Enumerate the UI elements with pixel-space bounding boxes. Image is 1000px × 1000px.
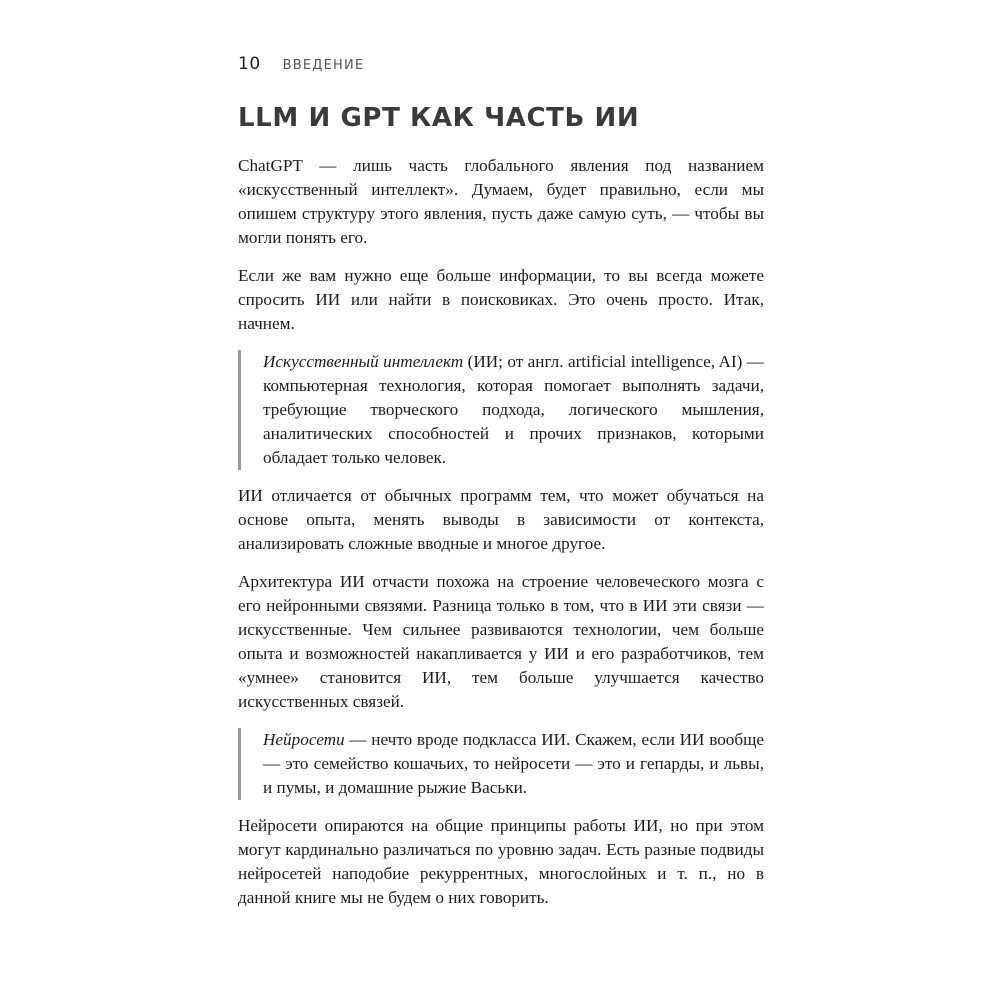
paragraph-ai-difference: ИИ отличается от обычных программ тем, что может обучаться на основе опыта, менять выводы в зависимости от контекста, анализировать сложные вводные и многое другое. — [238, 486, 764, 553]
definition-text-ai: (ИИ; от англ. artificial intelligence, AI) — компьютерная технология, которая помогает выполнять задачи, требующие творческого подхода, логического мышления, аналитических способностей и прочих признаков, которыми обладает только человек. — [263, 352, 764, 467]
definition-term-ai: Искусственный интеллект — [263, 352, 464, 371]
paragraph-ai-architecture: Архитектура ИИ отчасти похожа на строение человеческого мозга с его нейронными связями. Разница только в том, что в ИИ эти связи — искусственные. Чем сильнее развиваются технологии, чем больше опыта и возможностей накапливается у ИИ и его разработчиков, тем «умнее» становится ИИ, тем больше улучшается качество искусственных связей. — [238, 572, 764, 711]
definition-text-neural: — нечто вроде подкласса ИИ. Скажем, если ИИ вообще — это семейство кошачьих, то нейросети — это и гепарды, и львы, и пумы, и домашние рыжие Васьки. — [263, 730, 764, 797]
section-label: ВВЕДЕНИЕ — [282, 58, 365, 73]
chapter-title: LLM И GPT КАК ЧАСТЬ ИИ — [238, 103, 640, 133]
definition-term-neural: Нейросети — [263, 730, 345, 749]
paragraph-intro: ChatGPT — лишь часть глобального явления под названием «искусственный интеллект». Думаем, будет правильно, если мы опишем структуру этого явления, пусть даже самую суть, — чтобы вы могли понять его. — [238, 156, 764, 247]
paragraph-neural-principles: Нейросети опираются на общие принципы работы ИИ, но при этом могут кардинально различаться по уровню задач. Есть разные подвиды нейросетей наподобие рекуррентных, многослойных и т. п., но в данной книге мы не будем о них говорить. — [238, 816, 764, 907]
definition-box-neural — [238, 728, 764, 800]
definition-neural — [263, 728, 764, 800]
definition-ai — [263, 350, 764, 470]
paragraph-more-info: Если же вам нужно еще больше информации, то вы всегда можете спросить ИИ или найти в поисковиках. Это очень просто. Итак, начнем. — [238, 266, 764, 333]
book-page — [238, 54, 764, 924]
page-number: 10 — [238, 54, 261, 74]
definition-box-ai — [238, 350, 764, 470]
running-header — [238, 54, 764, 80]
